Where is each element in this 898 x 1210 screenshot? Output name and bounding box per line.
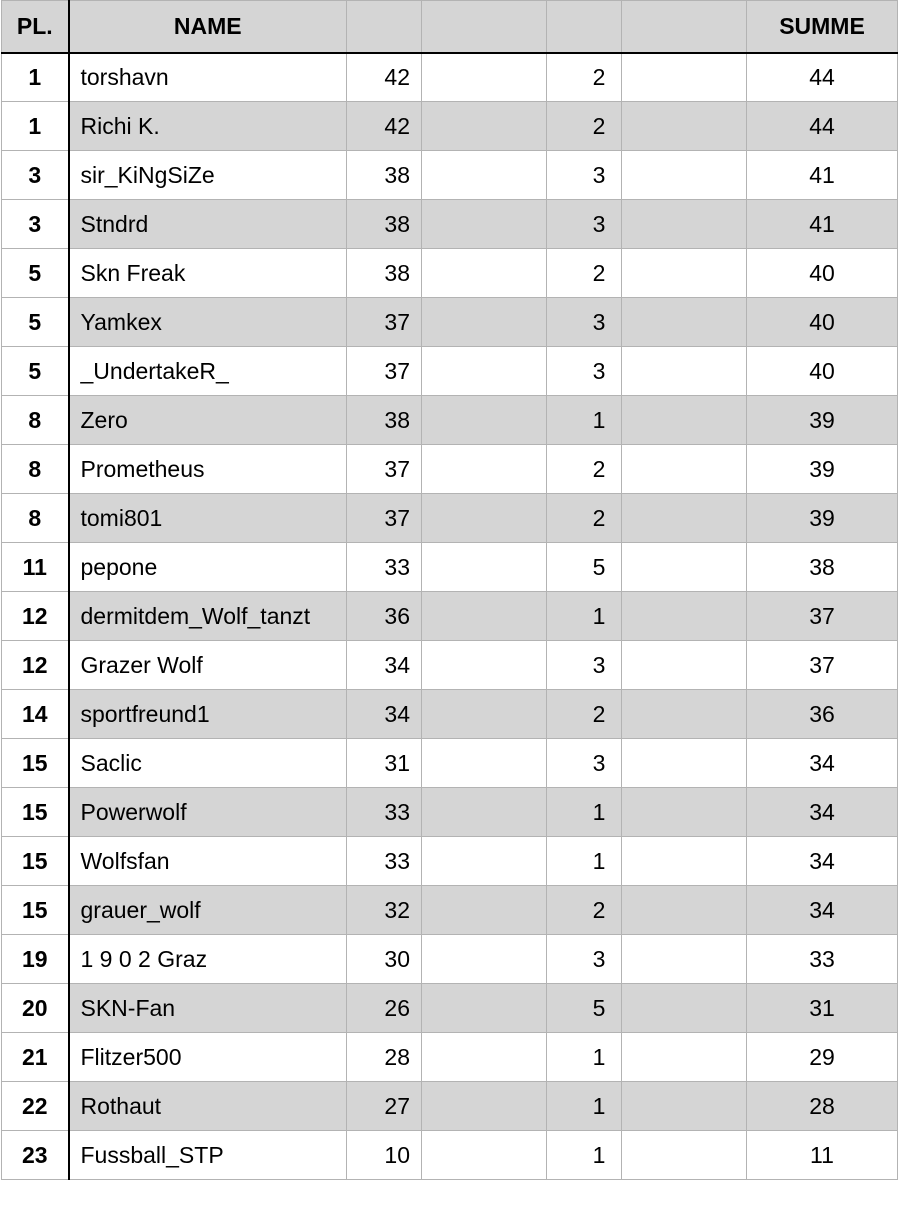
cell-empty	[422, 641, 547, 690]
cell-place: 5	[2, 347, 69, 396]
cell-place: 3	[2, 200, 69, 249]
table-row	[2, 200, 898, 249]
table-row	[2, 690, 898, 739]
cell-bonus: 5	[547, 543, 622, 592]
table-row	[2, 494, 898, 543]
header-col5	[547, 1, 622, 53]
cell-points: 37	[347, 347, 422, 396]
cell-place: 12	[2, 641, 69, 690]
cell-points: 30	[347, 935, 422, 984]
cell-empty	[422, 1131, 547, 1180]
header-col6	[622, 1, 747, 53]
cell-sum: 34	[747, 837, 898, 886]
cell-points: 38	[347, 200, 422, 249]
cell-sum: 44	[747, 53, 898, 102]
cell-empty	[622, 1131, 747, 1180]
table-row	[2, 1033, 898, 1082]
cell-points: 26	[347, 984, 422, 1033]
cell-empty	[622, 298, 747, 347]
cell-empty	[422, 347, 547, 396]
cell-place: 8	[2, 494, 69, 543]
table-row	[2, 543, 898, 592]
table-row	[2, 788, 898, 837]
cell-points: 10	[347, 1131, 422, 1180]
cell-sum: 41	[747, 200, 898, 249]
table-row	[2, 151, 898, 200]
cell-empty	[622, 445, 747, 494]
cell-bonus: 1	[547, 592, 622, 641]
table-body	[2, 53, 898, 1180]
cell-place: 15	[2, 739, 69, 788]
cell-bonus: 3	[547, 935, 622, 984]
cell-empty	[422, 396, 547, 445]
cell-empty	[622, 886, 747, 935]
cell-empty	[622, 788, 747, 837]
cell-name: Yamkex	[69, 298, 347, 347]
cell-bonus: 2	[547, 886, 622, 935]
cell-empty	[622, 151, 747, 200]
cell-empty	[622, 1082, 747, 1131]
cell-bonus: 2	[547, 102, 622, 151]
table-row	[2, 249, 898, 298]
cell-place: 12	[2, 592, 69, 641]
cell-sum: 36	[747, 690, 898, 739]
cell-points: 37	[347, 494, 422, 543]
cell-points: 34	[347, 641, 422, 690]
cell-name: Zero	[69, 396, 347, 445]
cell-sum: 40	[747, 298, 898, 347]
cell-name: sir_KiNgSiZe	[69, 151, 347, 200]
cell-empty	[422, 445, 547, 494]
cell-bonus: 3	[547, 151, 622, 200]
cell-bonus: 2	[547, 445, 622, 494]
cell-sum: 41	[747, 151, 898, 200]
cell-empty	[622, 837, 747, 886]
cell-bonus: 2	[547, 249, 622, 298]
cell-sum: 39	[747, 396, 898, 445]
header-sum: SUMME	[747, 1, 898, 53]
cell-name: Wolfsfan	[69, 837, 347, 886]
cell-empty	[622, 739, 747, 788]
cell-sum: 40	[747, 249, 898, 298]
cell-empty	[622, 494, 747, 543]
cell-empty	[422, 837, 547, 886]
cell-name: torshavn	[69, 53, 347, 102]
cell-empty	[422, 298, 547, 347]
table-row	[2, 935, 898, 984]
cell-place: 15	[2, 788, 69, 837]
cell-empty	[422, 53, 547, 102]
cell-name: Prometheus	[69, 445, 347, 494]
cell-empty	[422, 935, 547, 984]
cell-empty	[422, 151, 547, 200]
header-place: PL.	[2, 1, 69, 53]
cell-empty	[422, 739, 547, 788]
cell-name: Grazer Wolf	[69, 641, 347, 690]
cell-empty	[622, 200, 747, 249]
header-col3	[347, 1, 422, 53]
cell-name: Skn Freak	[69, 249, 347, 298]
cell-empty	[422, 984, 547, 1033]
cell-sum: 31	[747, 984, 898, 1033]
cell-points: 33	[347, 788, 422, 837]
cell-place: 8	[2, 445, 69, 494]
cell-place: 1	[2, 53, 69, 102]
cell-name: Stndrd	[69, 200, 347, 249]
cell-sum: 34	[747, 788, 898, 837]
cell-points: 38	[347, 151, 422, 200]
cell-bonus: 1	[547, 396, 622, 445]
ranking-table	[1, 0, 898, 1180]
table-row	[2, 984, 898, 1033]
table-row	[2, 886, 898, 935]
cell-sum: 37	[747, 592, 898, 641]
cell-empty	[422, 249, 547, 298]
cell-empty	[422, 788, 547, 837]
table-row	[2, 102, 898, 151]
table-row	[2, 347, 898, 396]
cell-bonus: 1	[547, 837, 622, 886]
cell-empty	[622, 1033, 747, 1082]
cell-bonus: 3	[547, 641, 622, 690]
table-row	[2, 641, 898, 690]
cell-name: Saclic	[69, 739, 347, 788]
cell-bonus: 1	[547, 788, 622, 837]
cell-empty	[422, 200, 547, 249]
cell-bonus: 1	[547, 1033, 622, 1082]
cell-points: 37	[347, 298, 422, 347]
cell-empty	[622, 641, 747, 690]
cell-place: 22	[2, 1082, 69, 1131]
cell-empty	[622, 347, 747, 396]
cell-points: 37	[347, 445, 422, 494]
cell-points: 42	[347, 102, 422, 151]
cell-name: _UndertakeR_	[69, 347, 347, 396]
cell-name: pepone	[69, 543, 347, 592]
cell-place: 3	[2, 151, 69, 200]
table-row	[2, 396, 898, 445]
table-row	[2, 739, 898, 788]
cell-place: 15	[2, 837, 69, 886]
cell-empty	[422, 543, 547, 592]
cell-sum: 29	[747, 1033, 898, 1082]
cell-bonus: 3	[547, 200, 622, 249]
cell-place: 15	[2, 886, 69, 935]
cell-place: 5	[2, 298, 69, 347]
cell-bonus: 1	[547, 1131, 622, 1180]
cell-sum: 40	[747, 347, 898, 396]
table-row	[2, 837, 898, 886]
cell-sum: 44	[747, 102, 898, 151]
cell-name: Fussball_STP	[69, 1131, 347, 1180]
cell-name: Powerwolf	[69, 788, 347, 837]
cell-points: 38	[347, 249, 422, 298]
cell-sum: 38	[747, 543, 898, 592]
cell-empty	[622, 53, 747, 102]
cell-name: dermitdem_Wolf_tanzt	[69, 592, 347, 641]
header-col4	[422, 1, 547, 53]
cell-empty	[422, 690, 547, 739]
cell-points: 32	[347, 886, 422, 935]
cell-bonus: 2	[547, 690, 622, 739]
cell-points: 33	[347, 837, 422, 886]
cell-place: 21	[2, 1033, 69, 1082]
cell-bonus: 2	[547, 494, 622, 543]
cell-empty	[622, 249, 747, 298]
cell-empty	[622, 984, 747, 1033]
cell-name: SKN-Fan	[69, 984, 347, 1033]
cell-name: grauer_wolf	[69, 886, 347, 935]
cell-sum: 34	[747, 739, 898, 788]
cell-sum: 39	[747, 445, 898, 494]
cell-empty	[422, 1033, 547, 1082]
cell-bonus: 2	[547, 53, 622, 102]
table-row	[2, 445, 898, 494]
header-name: NAME	[69, 1, 347, 53]
cell-empty	[622, 102, 747, 151]
table-row	[2, 53, 898, 102]
cell-empty	[622, 690, 747, 739]
table-row	[2, 1131, 898, 1180]
table-row	[2, 298, 898, 347]
cell-place: 23	[2, 1131, 69, 1180]
cell-empty	[622, 592, 747, 641]
cell-place: 5	[2, 249, 69, 298]
cell-points: 38	[347, 396, 422, 445]
header-row	[2, 1, 898, 53]
cell-empty	[422, 886, 547, 935]
cell-place: 14	[2, 690, 69, 739]
table-row	[2, 592, 898, 641]
cell-empty	[622, 396, 747, 445]
cell-bonus: 3	[547, 298, 622, 347]
cell-sum: 11	[747, 1131, 898, 1180]
cell-name: tomi801	[69, 494, 347, 543]
cell-place: 1	[2, 102, 69, 151]
table-row	[2, 1082, 898, 1131]
cell-points: 27	[347, 1082, 422, 1131]
cell-empty	[422, 592, 547, 641]
cell-bonus: 1	[547, 1082, 622, 1131]
cell-name: Richi K.	[69, 102, 347, 151]
cell-name: 1 9 0 2 Graz	[69, 935, 347, 984]
cell-place: 8	[2, 396, 69, 445]
cell-points: 36	[347, 592, 422, 641]
cell-name: sportfreund1	[69, 690, 347, 739]
cell-sum: 37	[747, 641, 898, 690]
cell-bonus: 3	[547, 347, 622, 396]
cell-empty	[422, 1082, 547, 1131]
cell-bonus: 5	[547, 984, 622, 1033]
cell-points: 42	[347, 53, 422, 102]
cell-place: 11	[2, 543, 69, 592]
cell-empty	[622, 543, 747, 592]
cell-bonus: 3	[547, 739, 622, 788]
cell-place: 20	[2, 984, 69, 1033]
cell-sum: 39	[747, 494, 898, 543]
cell-sum: 34	[747, 886, 898, 935]
cell-sum: 28	[747, 1082, 898, 1131]
cell-name: Rothaut	[69, 1082, 347, 1131]
cell-points: 28	[347, 1033, 422, 1082]
cell-empty	[422, 102, 547, 151]
cell-points: 33	[347, 543, 422, 592]
cell-empty	[622, 935, 747, 984]
cell-place: 19	[2, 935, 69, 984]
table-header	[2, 1, 898, 53]
cell-name: Flitzer500	[69, 1033, 347, 1082]
cell-empty	[422, 494, 547, 543]
cell-sum: 33	[747, 935, 898, 984]
cell-points: 34	[347, 690, 422, 739]
cell-points: 31	[347, 739, 422, 788]
